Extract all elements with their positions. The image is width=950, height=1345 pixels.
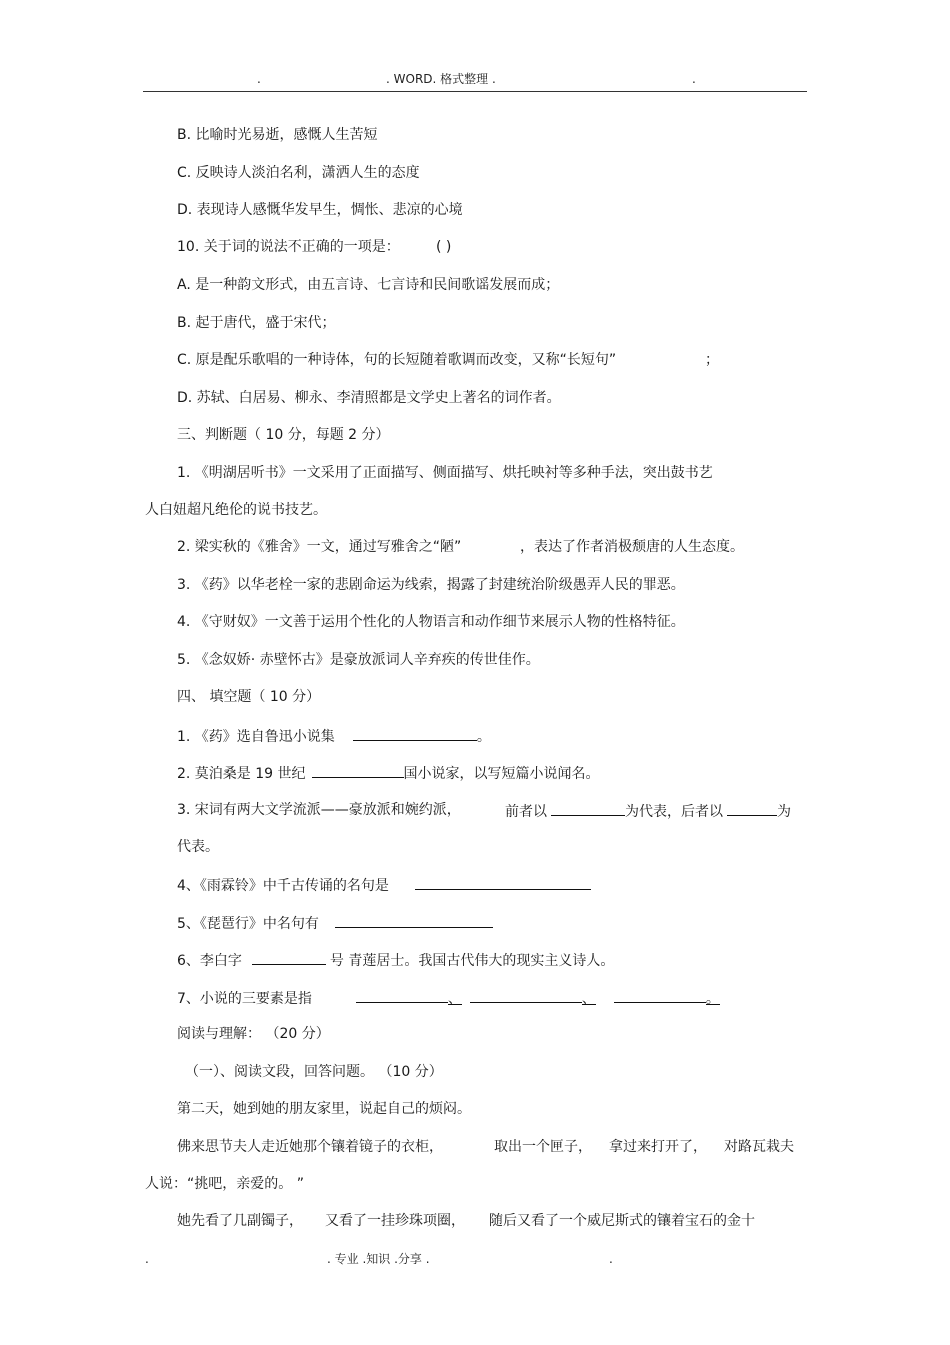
fill-3-text-d: 为 — [777, 804, 791, 820]
fill-3-blank-1[interactable] — [551, 801, 625, 816]
passage-para-3a: 她先看了几副镯子， — [177, 1213, 303, 1229]
fill-6-text: 6、李白字 — [177, 953, 242, 969]
fill-2-end: 国小说家，以写短篇小说闻名。 — [403, 766, 600, 782]
passage-para-2c: 拿过来打开了， — [609, 1139, 707, 1155]
judge-2b: ，表达了作者消极颓唐的人生态度。 — [520, 539, 744, 555]
header-rule — [143, 91, 807, 92]
header-dot-right: . — [692, 72, 696, 86]
judge-4: 4. 《守财奴》一文善于运用个性化的人物语言和动作细节来展示人物的性格特征。 — [177, 614, 685, 630]
passage-para-3b: 又看了一挂珍珠项圈， — [325, 1213, 465, 1229]
question-10-parens: ( ) — [436, 239, 452, 255]
fill-7-text: 7、小说的三要素是指 — [177, 991, 312, 1007]
fill-5-text: 5、《琵琶行》中名句有 — [177, 916, 319, 932]
fill-4-text: 4、《雨霖铃》中千古传诵的名句是 — [177, 878, 389, 894]
fill-4 — [177, 875, 591, 895]
fill-2-blank[interactable] — [312, 763, 404, 778]
fill-7-sep-1: 、 — [447, 991, 462, 1007]
judge-1-cont: 人白妞超凡绝伦的说书技艺。 — [145, 502, 327, 518]
passage-para-2b: 取出一个匣子， — [494, 1139, 592, 1155]
fill-3a: 3. 宋词有两大文学流派——豪放派和婉约派， — [177, 802, 461, 818]
fill-1-blank[interactable] — [353, 726, 477, 741]
reading-part-1-heading: （一）、阅读文段，回答问题。 （10 分） — [185, 1064, 443, 1080]
fill-3 — [505, 801, 791, 821]
section-reading-heading: 阅读与理解： （20 分） — [177, 1026, 330, 1042]
fill-7 — [177, 988, 720, 1008]
passage-para-2-cont: 人说：“挑吧，亲爱的。 ” — [145, 1176, 304, 1192]
fill-5-blank[interactable] — [335, 913, 493, 928]
section-3-heading: 三、判断题（ 10 分，每题 2 分） — [177, 427, 390, 443]
fill-7-blank-1[interactable] — [356, 988, 448, 1003]
fill-3-text-b: 前者以 — [505, 804, 547, 820]
passage-para-2d: 对路瓦栽夫 — [724, 1139, 794, 1155]
option-b-line: B. 比喻时光易逝，感慨人生苦短 — [177, 127, 378, 143]
fill-1-text: 1. 《药》选自鲁迅小说集 — [177, 729, 335, 745]
fill-2 — [177, 763, 600, 783]
fill-3-cont: 代表。 — [177, 839, 219, 855]
q10-option-d: D. 苏轼、白居易、柳永、李清照都是文学史上著名的词作者。 — [177, 390, 561, 406]
q10-option-b: B. 起于唐代，盛于宋代； — [177, 315, 336, 331]
header-title: . WORD. 格式整理 . — [386, 72, 496, 86]
footer-title: . 专业 .知识 .分享 . — [327, 1252, 430, 1266]
header-dot-left: . — [257, 72, 261, 86]
option-d-line: D. 表现诗人感慨华发早生，惆怅、悲凉的心境 — [177, 202, 463, 218]
fill-5 — [177, 913, 493, 933]
q10-option-c: C. 原是配乐歌唱的一种诗体，句的长短随着歌调而改变，又称“长短句” — [177, 352, 617, 368]
fill-3-blank-2[interactable] — [727, 801, 777, 816]
fill-1-end: 。 — [476, 729, 491, 745]
q10-option-a: A. 是一种韵文形式，由五言诗、七言诗和民间歌谣发展而成； — [177, 277, 560, 293]
q10-option-c-end: ； — [705, 352, 719, 368]
fill-7-end: 。 — [705, 991, 720, 1007]
fill-3-text-c: 为代表，后者以 — [625, 804, 723, 820]
footer-dot-left: . — [145, 1252, 149, 1266]
judge-3: 3. 《药》以华老栓一家的悲剧命运为线索，揭露了封建统治阶级愚弄人民的罪恶。 — [177, 577, 685, 593]
fill-7-sep-2: 、 — [581, 991, 596, 1007]
section-4-heading: 四、 填空题（ 10 分） — [177, 689, 321, 705]
judge-5: 5. 《念奴娇· 赤壁怀古》是豪放派词人辛弃疾的传世佳作。 — [177, 652, 540, 668]
fill-7-blank-2[interactable] — [470, 988, 582, 1003]
footer-dot-right: . — [609, 1252, 613, 1266]
judge-2a: 2. 梁实秋的《雅舍》一文，通过写雅舍之“陋” — [177, 539, 462, 555]
fill-4-blank[interactable] — [415, 875, 591, 890]
fill-6-end: 号 青莲居士。我国古代伟大的现实主义诗人。 — [329, 953, 615, 969]
judge-1: 1. 《明湖居听书》一文采用了正面描写、侧面描写、烘托映衬等多种手法，突出鼓书艺 — [177, 465, 713, 481]
fill-6 — [177, 950, 614, 970]
fill-2-text: 2. 莫泊桑是 19 世纪 — [177, 766, 306, 782]
fill-1 — [177, 726, 491, 746]
fill-6-blank[interactable] — [252, 950, 326, 965]
passage-para-3c: 随后又看了一个威尼斯式的镶着宝石的金十 — [489, 1213, 755, 1229]
question-10: 10. 关于词的说法不正确的一项是： — [177, 239, 400, 255]
passage-para-1: 第二天，她到她的朋友家里，说起自己的烦闷。 — [177, 1101, 471, 1117]
passage-para-2a: 佛来思节夫人走近她那个镶着镜子的衣柜， — [177, 1139, 443, 1155]
option-c-line: C. 反映诗人淡泊名利，潇洒人生的态度 — [177, 165, 420, 181]
fill-7-blank-3[interactable] — [614, 988, 706, 1003]
